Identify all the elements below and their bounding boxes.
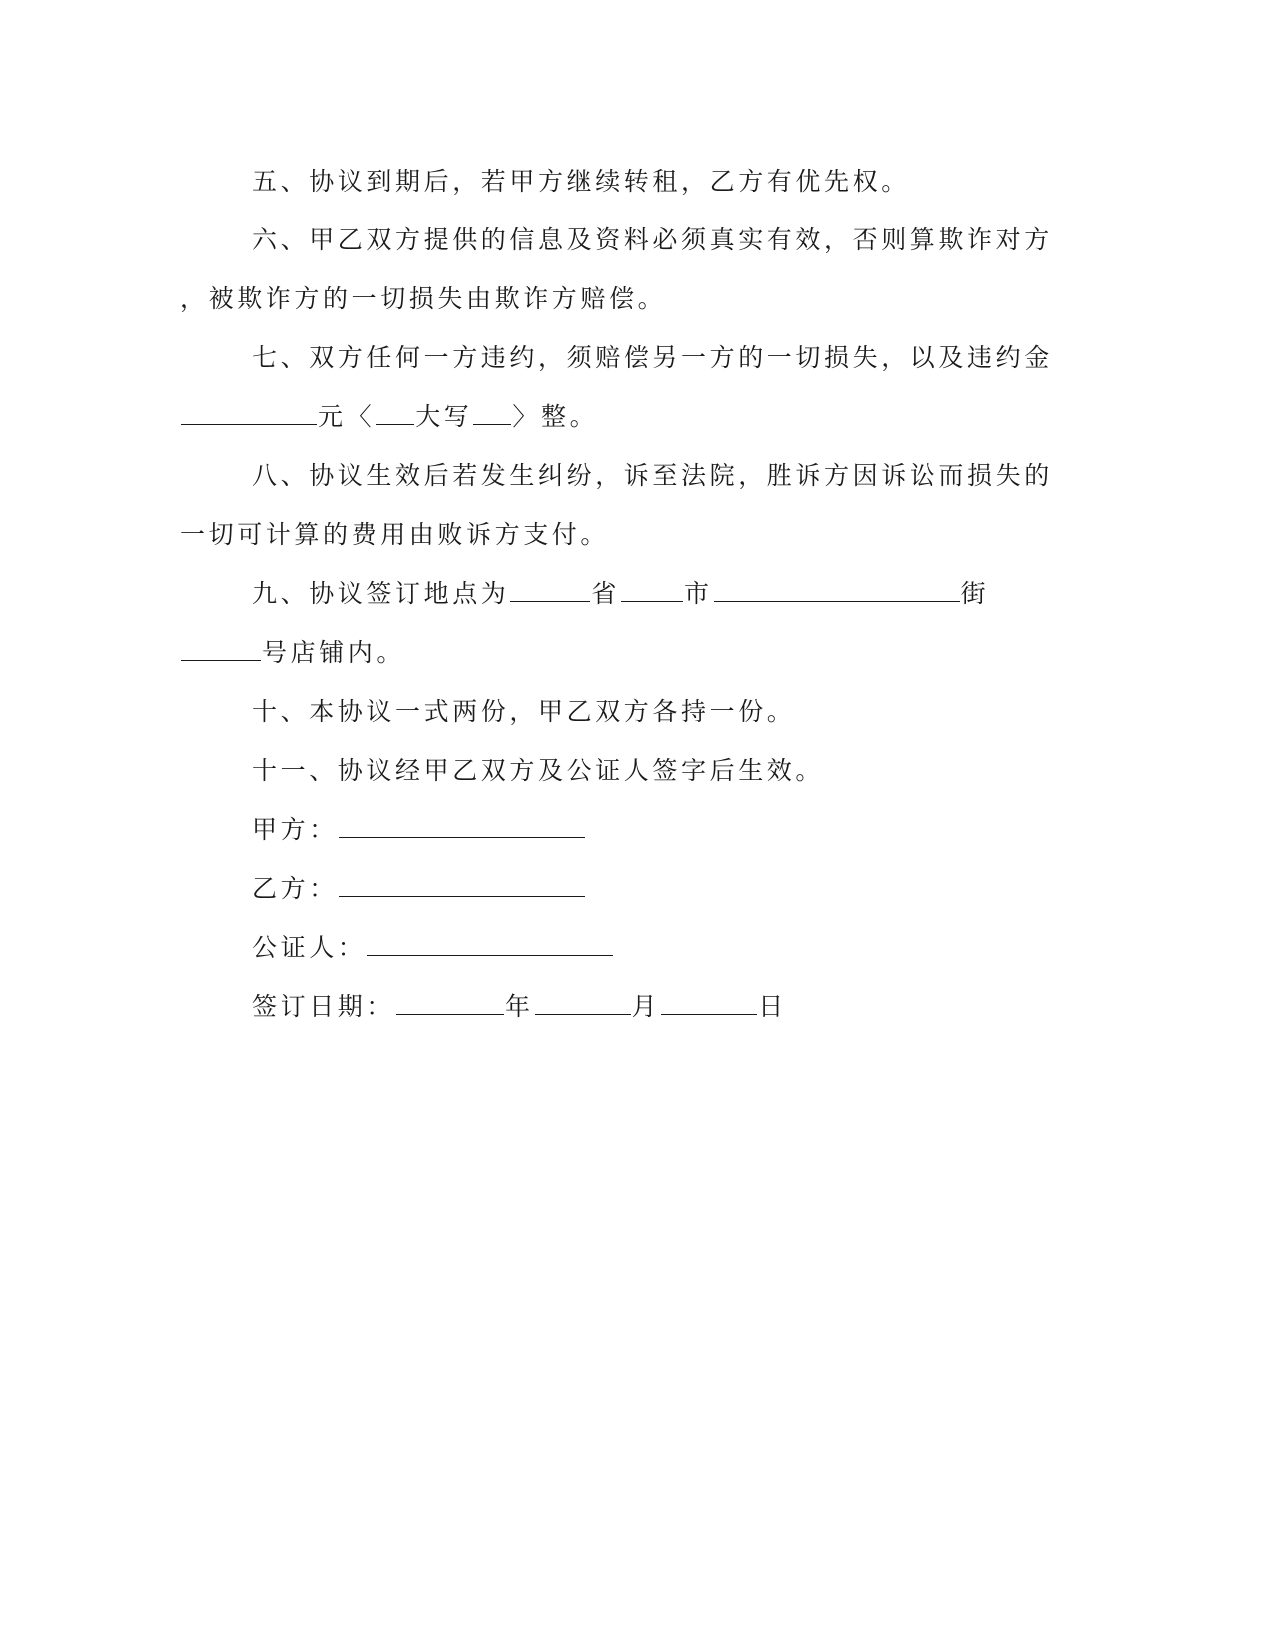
sign-date-label: 签订日期： bbox=[252, 992, 396, 1021]
clause-6-line-1: 六、甲乙双方提供的信息及资料必须真实有效，否则算欺诈对方 bbox=[252, 225, 1053, 254]
party-b-label: 乙方： bbox=[252, 874, 338, 903]
street-label: 街 bbox=[960, 579, 990, 608]
notary-signature-row bbox=[252, 933, 614, 963]
party-a-label: 甲方： bbox=[252, 815, 338, 844]
day-blank[interactable] bbox=[661, 992, 757, 1015]
notary-label: 公证人： bbox=[252, 933, 367, 962]
uppercase-blank-right[interactable] bbox=[473, 402, 511, 425]
day-label: 日 bbox=[758, 992, 787, 1021]
city-blank[interactable] bbox=[621, 579, 683, 602]
street-blank[interactable] bbox=[714, 579, 960, 602]
month-blank[interactable] bbox=[535, 992, 631, 1015]
city-label: 市 bbox=[684, 579, 713, 608]
clause-7-line-1: 七、双方任何一方违约，须赔偿另一方的一切损失，以及违约金 bbox=[252, 343, 1053, 372]
party-b-signature-row bbox=[252, 874, 586, 904]
whole-label: 〉整。 bbox=[512, 402, 599, 431]
clause-8-line-1: 八、协议生效后若发生纠纷，诉至法院，胜诉方因诉讼而损失的 bbox=[252, 461, 1053, 490]
month-label: 月 bbox=[631, 992, 661, 1021]
shop-label: 号店铺内。 bbox=[262, 638, 406, 667]
penalty-amount-blank[interactable] bbox=[181, 402, 317, 425]
province-blank[interactable] bbox=[510, 579, 590, 602]
notary-signature-blank[interactable] bbox=[367, 933, 613, 956]
clause-6-line-2: ，被欺诈方的一切损失由欺诈方赔偿。 bbox=[180, 284, 667, 313]
clause-5: 五、协议到期后，若甲方继续转租，乙方有优先权。 bbox=[252, 167, 910, 196]
sign-location-label: 九、协议签订地点为 bbox=[252, 579, 510, 608]
clause-7-line-2 bbox=[180, 402, 598, 432]
year-blank[interactable] bbox=[396, 992, 504, 1015]
clause-9-line-1 bbox=[252, 579, 989, 609]
party-a-signature-blank[interactable] bbox=[339, 815, 585, 838]
house-number-blank[interactable] bbox=[181, 638, 261, 661]
uppercase-blank-left[interactable] bbox=[376, 402, 414, 425]
clause-9-line-2 bbox=[180, 638, 405, 668]
yuan-label: 元〈 bbox=[318, 402, 376, 431]
party-a-signature-row bbox=[252, 815, 586, 845]
year-label: 年 bbox=[505, 992, 534, 1021]
clause-11: 十一、协议经甲乙双方及公证人签字后生效。 bbox=[252, 756, 825, 785]
party-b-signature-blank[interactable] bbox=[339, 874, 585, 897]
uppercase-label: 大写 bbox=[415, 402, 473, 431]
clause-10: 十、本协议一式两份，甲乙双方各持一份。 bbox=[252, 697, 796, 726]
sign-date-row bbox=[252, 992, 787, 1022]
province-label: 省 bbox=[591, 579, 621, 608]
clause-8-line-2: 一切可计算的费用由败诉方支付。 bbox=[180, 520, 610, 549]
